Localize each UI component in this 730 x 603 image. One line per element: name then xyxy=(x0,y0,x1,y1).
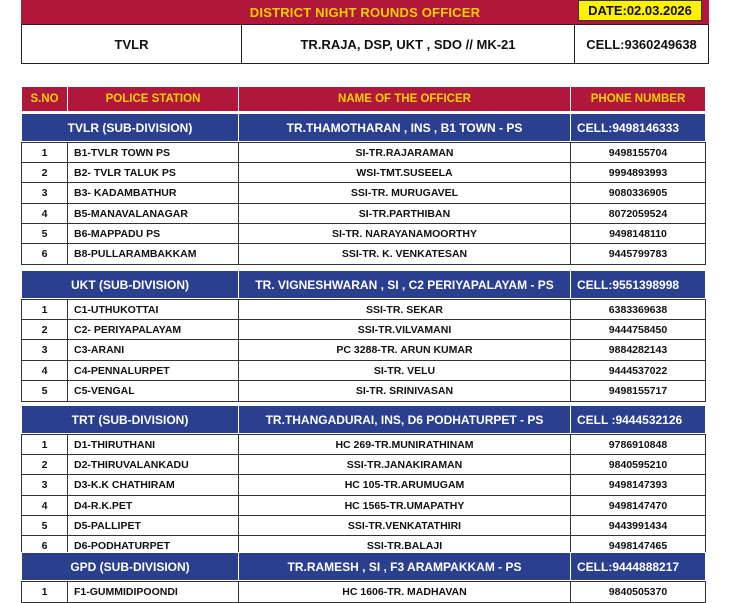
column-header-sno: S.NO xyxy=(21,86,68,112)
district-area: TVLR xyxy=(21,24,242,64)
table-cell-sno: 2 xyxy=(21,162,68,184)
table-cell-phone: 9840505370 xyxy=(570,581,706,603)
subdivision-officer: TR.THANGADURAI, INS, D6 PODHATURPET - PS xyxy=(238,405,571,434)
table-cell-phone: 9840595210 xyxy=(570,454,706,476)
table-cell-phone: 9444758450 xyxy=(570,319,706,341)
column-header-station: POLICE STATION xyxy=(67,86,239,112)
table-cell-station: C4-PENNALURPET xyxy=(67,360,239,382)
table-cell-station: D3-K.K CHATHIRAM xyxy=(67,474,239,496)
subdivision-name: TVLR (SUB-DIVISION) xyxy=(21,113,239,142)
table-cell-phone: 9443991434 xyxy=(570,515,706,537)
table-cell-station: D2-THIRUVALANKADU xyxy=(67,454,239,476)
table-cell-sno: 5 xyxy=(21,515,68,537)
table-cell-sno: 6 xyxy=(21,535,68,557)
table-cell-station: D4-R.K.PET xyxy=(67,495,239,517)
table-cell-station: C5-VENGAL xyxy=(67,380,239,402)
page-title: DISTRICT NIGHT ROUNDS OFFICER xyxy=(249,4,481,20)
subdivision-name: GPD (SUB-DIVISION) xyxy=(21,552,239,581)
subdivision-officer: TR.RAMESH , SI , F3 ARAMPAKKAM - PS xyxy=(238,552,571,581)
table-cell-sno: 4 xyxy=(21,495,68,517)
table-cell-sno: 4 xyxy=(21,203,68,225)
subdivision-cell: CELL:9444888217 xyxy=(570,552,706,581)
table-cell-sno: 3 xyxy=(21,182,68,204)
subdivision-cell: CELL:9551398998 xyxy=(570,270,706,299)
table-cell-phone: 9994893993 xyxy=(570,162,706,184)
table-cell-sno: 1 xyxy=(21,434,68,456)
table-cell-phone: 9498147393 xyxy=(570,474,706,496)
district-officer-name: TR.RAJA, DSP, UKT , SDO // MK-21 xyxy=(241,24,575,64)
table-cell-phone: 9444537022 xyxy=(570,360,706,382)
table-cell-officer: HC 269-TR.MUNIRATHINAM xyxy=(238,434,571,456)
table-cell-sno: 4 xyxy=(21,360,68,382)
table-cell-officer: SI-TR. NARAYANAMOORTHY xyxy=(238,223,571,245)
table-cell-officer: SI-TR. VELU xyxy=(238,360,571,382)
table-cell-officer: SI-TR. SRINIVASAN xyxy=(238,380,571,402)
table-cell-station: C3-ARANI xyxy=(67,339,239,361)
table-cell-officer: SSI-TR.VENKATATHIRI xyxy=(238,515,571,537)
table-cell-phone: 9498155717 xyxy=(570,380,706,402)
table-cell-station: D6-PODHATURPET xyxy=(67,535,239,557)
table-cell-officer: HC 1565-TR.UMAPATHY xyxy=(238,495,571,517)
table-cell-officer: HC 1606-TR. MADHAVAN xyxy=(238,581,571,603)
table-cell-phone: 9498155704 xyxy=(570,142,706,164)
subdivision-officer: TR.THAMOTHARAN , INS , B1 TOWN - PS xyxy=(238,113,571,142)
table-cell-sno: 1 xyxy=(21,142,68,164)
subdivision-name: UKT (SUB-DIVISION) xyxy=(21,270,239,299)
district-officer-cell: CELL:9360249638 xyxy=(574,24,709,64)
table-cell-officer: SSI-TR. SEKAR xyxy=(238,299,571,321)
table-cell-officer: PC 3288-TR. ARUN KUMAR xyxy=(238,339,571,361)
table-cell-station: B8-PULLARAMBAKKAM xyxy=(67,243,239,265)
table-cell-station: C1-UTHUKOTTAI xyxy=(67,299,239,321)
table-cell-sno: 5 xyxy=(21,380,68,402)
table-cell-phone: 9498147470 xyxy=(570,495,706,517)
table-cell-officer: WSI-TMT.SUSEELA xyxy=(238,162,571,184)
table-cell-phone: 9786910848 xyxy=(570,434,706,456)
table-cell-officer: SI-TR.PARTHIBAN xyxy=(238,203,571,225)
table-cell-sno: 3 xyxy=(21,339,68,361)
table-cell-officer: HC 105-TR.ARUMUGAM xyxy=(238,474,571,496)
table-cell-officer: SI-TR.RAJARAMAN xyxy=(238,142,571,164)
column-header-phone: PHONE NUMBER xyxy=(570,86,706,112)
table-cell-phone: 9445799783 xyxy=(570,243,706,265)
table-cell-sno: 6 xyxy=(21,243,68,265)
table-cell-officer: SSI-TR. MURUGAVEL xyxy=(238,182,571,204)
table-cell-officer: SSI-TR.BALAJI xyxy=(238,535,571,557)
table-cell-station: C2- PERIYAPALAYAM xyxy=(67,319,239,341)
table-cell-station: F1-GUMMIDIPOONDI xyxy=(67,581,239,603)
table-cell-station: B5-MANAVALANAGAR xyxy=(67,203,239,225)
table-cell-station: B1-TVLR TOWN PS xyxy=(67,142,239,164)
table-cell-officer: SSI-TR.JANAKIRAMAN xyxy=(238,454,571,476)
table-cell-station: D5-PALLIPET xyxy=(67,515,239,537)
subdivision-cell: CELL :9444532126 xyxy=(570,405,706,434)
table-cell-sno: 2 xyxy=(21,454,68,476)
table-cell-sno: 3 xyxy=(21,474,68,496)
table-cell-officer: SSI-TR.VILVAMANI xyxy=(238,319,571,341)
table-cell-sno: 5 xyxy=(21,223,68,245)
subdivision-name: TRT (SUB-DIVISION) xyxy=(21,405,239,434)
table-cell-phone: 9498148110 xyxy=(570,223,706,245)
table-cell-sno: 2 xyxy=(21,319,68,341)
subdivision-officer: TR. VIGNESHWARAN , SI , C2 PERIYAPALAYAM - PS xyxy=(238,270,571,299)
table-cell-station: D1-THIRUTHANI xyxy=(67,434,239,456)
table-cell-phone: 9884282143 xyxy=(570,339,706,361)
table-cell-sno: 1 xyxy=(21,299,68,321)
table-cell-phone: 9498147465 xyxy=(570,535,706,557)
table-cell-station: B6-MAPPADU PS xyxy=(67,223,239,245)
subdivision-cell: CELL:9498146333 xyxy=(570,113,706,142)
table-cell-station: B2- TVLR TALUK PS xyxy=(67,162,239,184)
column-header-officer: NAME OF THE OFFICER xyxy=(238,86,571,112)
table-cell-phone: 9080336905 xyxy=(570,182,706,204)
table-cell-officer: SSI-TR. K. VENKATESAN xyxy=(238,243,571,265)
table-cell-phone: 8072059524 xyxy=(570,203,706,225)
table-cell-sno: 1 xyxy=(21,581,68,603)
table-cell-station: B3- KADAMBATHUR xyxy=(67,182,239,204)
date-badge: DATE:02.03.2026 xyxy=(578,0,702,21)
table-cell-phone: 6383369638 xyxy=(570,299,706,321)
